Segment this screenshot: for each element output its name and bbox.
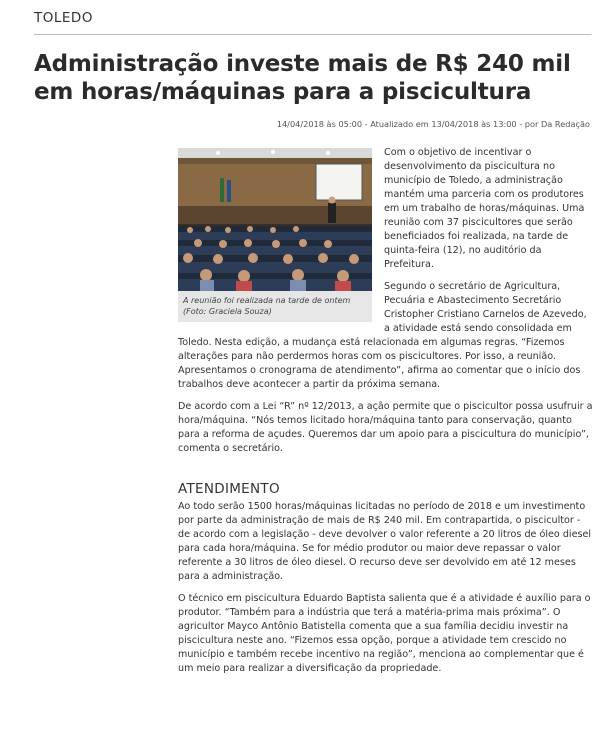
article-body: [178, 146, 594, 684]
photo-caption: A reunião foi realizada na tarde de ontem (Foto: Graciela Souza): [183, 296, 351, 316]
paragraph: Com o objetivo de incentivar o desenvolvimento da piscicultura no município de Toledo, a administração mantém uma parceria com os produtores em um trabalho de horas/máquinas. Uma reunião com 37 piscicultores que serão beneficiados foi realizada, na tarde de quinta-feira (12), no auditório da Prefeitura.: [384, 147, 585, 270]
article-photo[interactable]: [178, 148, 372, 291]
section-label[interactable]: TOLEDO: [34, 10, 93, 26]
article-headline: Administração investe mais de R$ 240 mil em horas/máquinas para a piscicultura: [34, 51, 571, 105]
article-figure: [178, 148, 372, 322]
paragraph: Segundo o secretário de Agricultura, Pecuária e Abastecimento Secretário Cristopher Cristiano Carnelos de Azevedo, a atividade está sendo consolidada em Toledo. Nesta edição, a mudança está relacionada em algumas regras. “Fizemos alterações para não perdermos horas com os piscicultores. Por isso, a reunião. Apresentamos o cronograma de atendimento”, afirma ao comentar que o início dos trabalhos deve acontecer a partir da próxima semana.: [178, 281, 587, 390]
paragraph: Ao todo serão 1500 horas/máquinas licitadas no período de 2018 e um investimento por parte da administração de mais de R$ 240 mil. Em contrapartida, o piscicultor - de acordo com a legislação - deve devolver o valor referente a 20 litros de óleo diesel para cada hora/máquina. Se for médio produtor ou maior deve repassar o valor referente a 30 litros de óleo diesel. O recurso deve ser devolvido em até 12 meses para a administração.: [178, 501, 592, 582]
paragraph: De acordo com a Lei “R” nº 12/2013, a ação permite que o piscicultor possa usufruir a hora/máquina. “Nós temos licitado hora/máquina tanto para conservação, quanto para a reforma de açudes. Queremos dar um apoio para a piscicultura do município”, comenta o secretário.: [178, 401, 593, 454]
subheading: ATENDIMENTO: [178, 481, 280, 497]
article-meta: 14/04/2018 às 05:00 - Atualizado em 13/04/2018 às 13:00 - por Da Redação: [276, 119, 590, 129]
section-divider: [34, 34, 591, 35]
paragraph: O técnico em piscicultura Eduardo Baptista salienta que é a atividade é auxílio para o produtor. “Também para a indústria que terá a matéria-prima mais próxima”. O agricultor Mayco Antônio Batistella comenta que a sua família decidiu investir na piscicultura neste ano. “Fizemos essa opção, porque a atividade tem crescido no município e também recebe incentivo na região”, menciona ao complementar que é um meio para realizar a diversificação da propriedade.: [178, 593, 591, 674]
